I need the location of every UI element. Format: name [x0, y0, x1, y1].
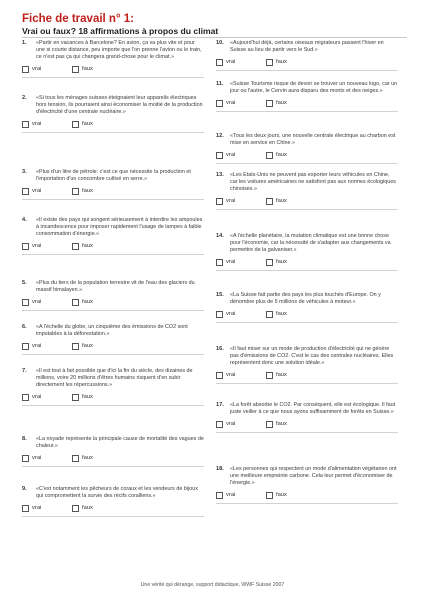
question-item [22, 40, 204, 95]
answer-options [216, 100, 398, 107]
true-checkbox[interactable] [216, 259, 223, 266]
answer-false-option[interactable] [72, 243, 93, 250]
question-heading [22, 217, 204, 238]
true-checkbox[interactable] [216, 372, 223, 379]
question-divider [216, 383, 398, 384]
worksheet-title: Fiche de travail n° 1: [22, 13, 134, 25]
true-checkbox[interactable] [216, 421, 223, 428]
question-number: 1. [22, 40, 27, 46]
question-number: 2. [22, 95, 27, 101]
question-item [216, 81, 398, 133]
question-item [22, 95, 204, 169]
true-label: vrai [32, 394, 42, 401]
false-label: faux [276, 59, 287, 66]
worksheet-header [22, 13, 407, 36]
true-label: vrai [32, 188, 42, 195]
answer-true-option[interactable] [216, 492, 266, 499]
question-heading [216, 81, 398, 95]
question-divider [22, 466, 204, 467]
answer-true-option[interactable] [22, 66, 72, 73]
answer-true-option[interactable] [216, 311, 266, 318]
true-checkbox[interactable] [22, 188, 29, 195]
question-divider [22, 310, 204, 311]
question-number: 17. [216, 402, 224, 408]
questions-column-left [22, 40, 204, 536]
question-heading [216, 346, 398, 367]
answer-false-option[interactable] [72, 299, 93, 306]
true-label: vrai [226, 100, 236, 107]
answer-options [216, 259, 398, 266]
question-heading [216, 40, 398, 54]
true-label: vrai [226, 492, 236, 499]
true-checkbox[interactable] [216, 198, 223, 205]
question-divider [216, 209, 398, 210]
false-label: faux [276, 259, 287, 266]
answer-true-option[interactable] [216, 152, 266, 159]
true-checkbox[interactable] [22, 394, 29, 401]
answer-true-option[interactable] [22, 455, 72, 462]
question-divider [22, 132, 204, 133]
false-label: faux [82, 394, 93, 401]
question-item [216, 172, 398, 233]
question-statement: «La noyade représente la principale cause de mortalité des vagues de chaleur.» [36, 436, 204, 449]
false-checkbox[interactable] [72, 505, 79, 512]
question-number: 18. [216, 466, 224, 472]
question-item [216, 346, 398, 402]
question-number: 13. [216, 172, 224, 178]
true-checkbox[interactable] [216, 152, 223, 159]
false-checkbox[interactable] [72, 394, 79, 401]
question-heading [22, 436, 204, 450]
question-statement: «C'est notamment les pêcheurs de coraux et les vendeurs de bijoux qui compromettent la survie des récifs coralliens.» [36, 486, 198, 499]
question-heading [216, 466, 398, 487]
false-label: faux [276, 198, 287, 205]
answer-false-option[interactable] [72, 188, 93, 195]
true-checkbox[interactable] [22, 66, 29, 73]
false-label: faux [276, 421, 287, 428]
question-divider [216, 111, 398, 112]
question-heading [22, 95, 204, 116]
false-label: faux [276, 100, 287, 107]
question-number: 14. [216, 233, 224, 239]
question-number: 7. [22, 368, 27, 374]
true-label: vrai [226, 152, 236, 159]
question-heading [22, 169, 204, 183]
page-footer: Une vérité qui dérange, support didactique, WWF Suisse 2007 [140, 582, 285, 588]
question-item [22, 436, 204, 486]
answer-options [22, 343, 204, 350]
false-label: faux [276, 492, 287, 499]
answer-options [22, 66, 204, 73]
question-number: 15. [216, 292, 224, 298]
question-divider [216, 432, 398, 433]
question-number: 5. [22, 280, 27, 286]
answer-options [216, 492, 398, 499]
question-heading [216, 292, 398, 306]
false-label: faux [276, 311, 287, 318]
question-item [22, 368, 204, 436]
false-label: faux [82, 66, 93, 73]
question-item [216, 233, 398, 292]
answer-false-option[interactable] [72, 343, 93, 350]
answer-false-option[interactable] [266, 152, 287, 159]
question-number: 10. [216, 40, 224, 46]
question-item [22, 169, 204, 217]
answer-true-option[interactable] [216, 100, 266, 107]
true-label: vrai [226, 59, 236, 66]
false-label: faux [82, 121, 93, 128]
answer-true-option[interactable] [22, 188, 72, 195]
true-label: vrai [32, 455, 42, 462]
question-statement: «Suisse Tourisme risque de devoir se trouver un nouveau logo, car un jour ou l'autre, le Cervin aura disparu des monts et des neiges.» [230, 81, 398, 94]
answer-options [216, 421, 398, 428]
question-heading [216, 233, 398, 254]
question-heading [216, 133, 398, 147]
question-statement: «Les personnes qui respectent un mode d'alimentation végétarien ont une meilleure empreinte carbone. Cela leur permet d'économiser de l'énergie.» [230, 466, 397, 486]
question-item [22, 324, 204, 368]
answer-false-option[interactable] [266, 198, 287, 205]
question-divider [216, 70, 398, 71]
question-divider [216, 163, 398, 164]
true-label: vrai [226, 421, 236, 428]
question-item [22, 217, 204, 280]
question-item [216, 133, 398, 172]
answer-options [216, 59, 398, 66]
true-label: vrai [226, 198, 236, 205]
answer-true-option[interactable] [216, 59, 266, 66]
false-checkbox[interactable] [266, 372, 273, 379]
true-label: vrai [226, 259, 236, 266]
false-checkbox[interactable] [72, 455, 79, 462]
true-label: vrai [32, 66, 42, 73]
answer-false-option[interactable] [72, 505, 93, 512]
answer-options [22, 188, 204, 195]
false-checkbox[interactable] [72, 343, 79, 350]
question-statement: «Aujourd'hui déjà, certains oiseaux migrateurs passent l'hiver en Suisse au lieu de partir vers le Sud.» [230, 40, 384, 53]
questions-column-right [216, 40, 398, 526]
false-checkbox[interactable] [266, 311, 273, 318]
question-item [22, 280, 204, 324]
question-heading [22, 324, 204, 338]
true-label: vrai [32, 299, 42, 306]
true-checkbox[interactable] [22, 243, 29, 250]
false-label: faux [82, 243, 93, 250]
false-label: faux [82, 505, 93, 512]
answer-false-option[interactable] [266, 100, 287, 107]
question-statement: «Tous les deux jours, une nouvelle centrale électrique au charbon est mise en service en Chine.» [230, 133, 396, 146]
question-heading [22, 486, 204, 500]
answer-options [22, 505, 204, 512]
header-divider [22, 37, 407, 38]
false-checkbox[interactable] [72, 243, 79, 250]
answer-false-option[interactable] [266, 59, 287, 66]
question-statement: «Il existe des pays qui songent sérieusement à interdire les ampoules à incandescence pour imposer rapidement l'usage de lampes à faible consommation d'énergie.» [36, 217, 203, 237]
question-statement: «Si tous les ménages suisses éteignaient leur appareils électriques hors tension, ils pourraient ainsi économiser la moitié de la production d'électricité d'une centrale nucléaire.» [36, 95, 203, 115]
answer-true-option[interactable] [22, 505, 72, 512]
answer-false-option[interactable] [72, 455, 93, 462]
answer-true-option[interactable] [22, 121, 72, 128]
question-statement: «A l'échelle planétaire, la mutation climatique est une bonne chose pour l'économie, car la nécessité de s'adapter aux changements va permettre de la galvaniser.» [230, 233, 391, 253]
answer-true-option[interactable] [216, 259, 266, 266]
answer-options [216, 152, 398, 159]
question-statement: «Partir en vacances à Barcelone? En avion, ça va plus vite et pour une si courte distance, peu importe que l'on prenne l'avion ou le train, ce n'est pas ça qui changera grand-chose pour le climat.» [36, 40, 202, 60]
answer-false-option[interactable] [72, 394, 93, 401]
question-statement: «Les Etats-Unis ne peuvent pas exporter leurs véhicules en Chine, car les voitures américaines ne satisfont pas aux normes écologiques chinoises.» [230, 172, 396, 192]
question-heading [22, 368, 204, 389]
answer-options [22, 394, 204, 401]
question-divider [22, 405, 204, 406]
true-checkbox[interactable] [216, 311, 223, 318]
true-checkbox[interactable] [216, 492, 223, 499]
question-number: 6. [22, 324, 27, 330]
false-checkbox[interactable] [266, 152, 273, 159]
question-divider [22, 199, 204, 200]
question-statement: «Il faut miser sur un mode de production d'électricité qui ne génère pas d'émissions de CO2. C'est le cas des centrales nucléaires. Elles représentent donc une solution idéale.» [230, 346, 394, 366]
question-divider [22, 254, 204, 255]
answer-false-option[interactable] [266, 259, 287, 266]
true-label: vrai [226, 372, 236, 379]
question-statement: «Plus d'un litre de pétrole: c'est ce que nécessite la production et l'importation d'un concombre cultivé en serre.» [36, 169, 191, 182]
true-label: vrai [32, 243, 42, 250]
question-number: 9. [22, 486, 27, 492]
false-checkbox[interactable] [72, 121, 79, 128]
false-checkbox[interactable] [266, 100, 273, 107]
answer-options [216, 311, 398, 318]
question-divider [216, 322, 398, 323]
true-checkbox[interactable] [22, 505, 29, 512]
answer-options [22, 121, 204, 128]
question-statement: «La Suisse fait partie des pays les plus touchés d'Europe. On y dénombre plus de 5 millions de véhicules à moteur.» [230, 292, 381, 305]
question-heading [216, 172, 398, 193]
question-heading [22, 40, 204, 61]
answer-true-option[interactable] [22, 394, 72, 401]
answer-false-option[interactable] [266, 492, 287, 499]
question-item [22, 486, 204, 536]
answer-false-option[interactable] [72, 66, 93, 73]
false-label: faux [276, 372, 287, 379]
false-checkbox[interactable] [266, 59, 273, 66]
true-label: vrai [32, 505, 42, 512]
false-checkbox[interactable] [266, 421, 273, 428]
question-item [216, 292, 398, 346]
true-checkbox[interactable] [22, 343, 29, 350]
answer-options [216, 198, 398, 205]
false-checkbox[interactable] [266, 259, 273, 266]
question-item [216, 40, 398, 81]
question-number: 3. [22, 169, 27, 175]
true-checkbox[interactable] [22, 455, 29, 462]
question-number: 11. [216, 81, 224, 87]
false-label: faux [82, 455, 93, 462]
false-checkbox[interactable] [266, 198, 273, 205]
answer-false-option[interactable] [266, 372, 287, 379]
question-heading [22, 280, 204, 294]
question-item [216, 402, 398, 466]
true-label: vrai [32, 121, 42, 128]
question-statement: «Il est tout à fait possible que d'ici la fin du siècle, des dizaines de millions, voire 20 millions d'êtres humains risquent d'en subir directement les répercussions.» [36, 368, 193, 388]
worksheet-subtitle: Vrai ou faux? 18 affirmations à propos du climat [22, 26, 219, 36]
answer-false-option[interactable] [72, 121, 93, 128]
answer-options [22, 455, 204, 462]
false-label: faux [82, 188, 93, 195]
answer-options [216, 372, 398, 379]
false-label: faux [82, 299, 93, 306]
answer-options [22, 299, 204, 306]
question-number: 4. [22, 217, 27, 223]
false-label: faux [276, 152, 287, 159]
false-checkbox[interactable] [72, 66, 79, 73]
question-divider [22, 77, 204, 78]
question-statement: «Plus du tiers de la population terrestre vit de l'eau des glaciers du massif himalayen.» [36, 280, 195, 293]
true-checkbox[interactable] [22, 299, 29, 306]
question-divider [22, 354, 204, 355]
answer-true-option[interactable] [22, 243, 72, 250]
question-statement: «A l'échelle du globe, un cinquième des émissions de CO2 sont imputables à la déforestation.» [36, 324, 188, 337]
false-checkbox[interactable] [72, 188, 79, 195]
true-label: vrai [226, 311, 236, 318]
false-label: faux [82, 343, 93, 350]
false-checkbox[interactable] [266, 492, 273, 499]
answer-true-option[interactable] [22, 343, 72, 350]
true-checkbox[interactable] [216, 59, 223, 66]
question-divider [22, 516, 204, 517]
answer-true-option[interactable] [216, 372, 266, 379]
answer-true-option[interactable] [22, 299, 72, 306]
question-divider [216, 270, 398, 271]
false-checkbox[interactable] [72, 299, 79, 306]
answer-options [22, 243, 204, 250]
question-divider [216, 503, 398, 504]
question-number: 8. [22, 436, 27, 442]
question-item [216, 466, 398, 526]
question-statement: «La forêt absorbe le CO2. Par conséquent, elle est écologique. Il faut juste veiller à ce que nous ayons suffisamment de forêts en Suisse.» [230, 402, 396, 415]
answer-false-option[interactable] [266, 311, 287, 318]
answer-false-option[interactable] [266, 421, 287, 428]
question-number: 16. [216, 346, 224, 352]
true-checkbox[interactable] [22, 121, 29, 128]
true-checkbox[interactable] [216, 100, 223, 107]
true-label: vrai [32, 343, 42, 350]
question-number: 12. [216, 133, 224, 139]
question-heading [216, 402, 398, 416]
answer-true-option[interactable] [216, 198, 266, 205]
answer-true-option[interactable] [216, 421, 266, 428]
